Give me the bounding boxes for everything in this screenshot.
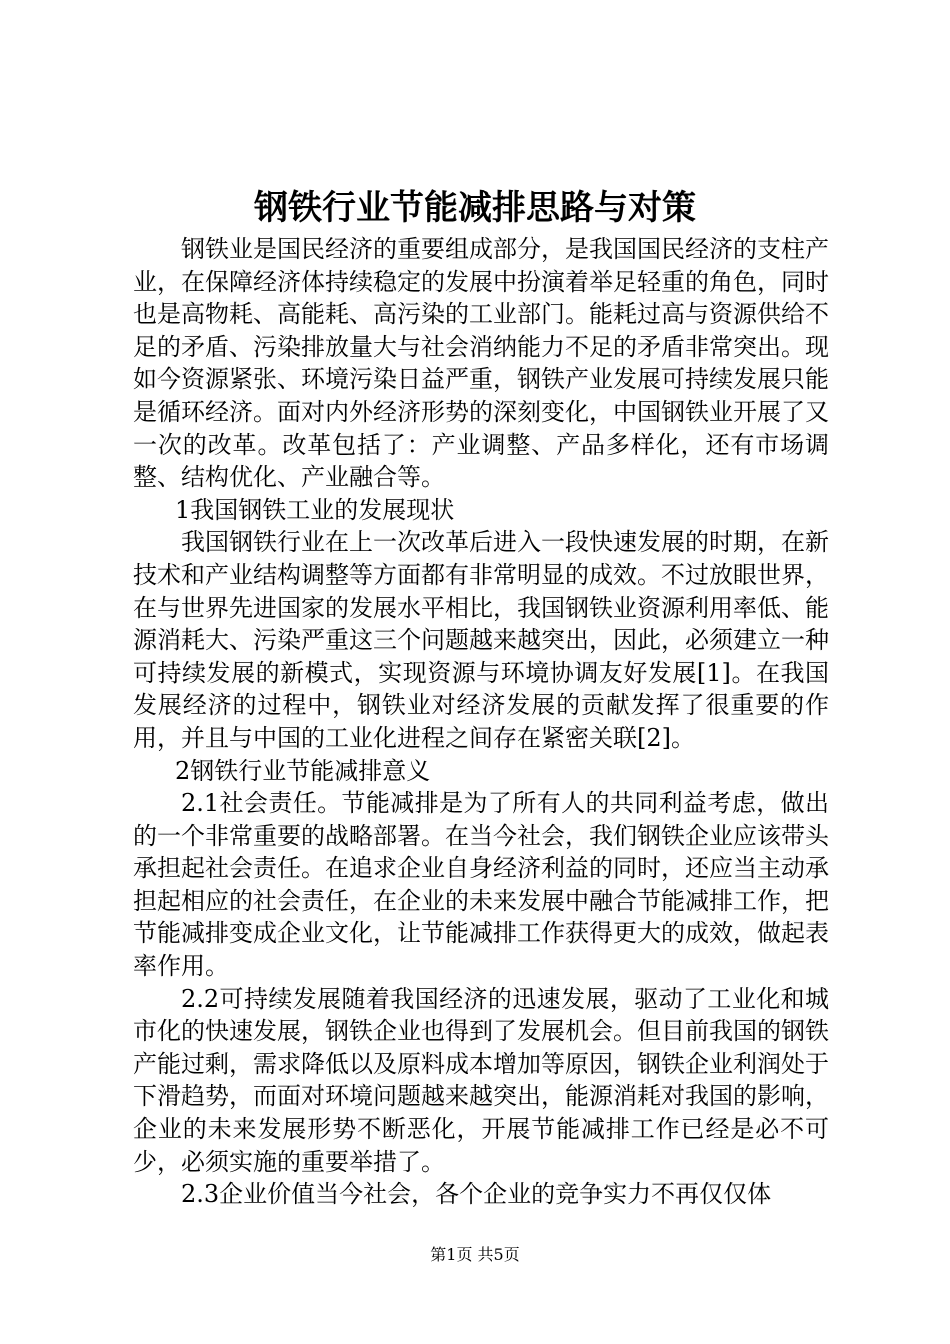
section-heading-1: 1我国钢铁工业的发展现状 bbox=[175, 495, 455, 524]
paragraph-intro: 钢铁业是国民经济的重要组成部分，是我国国民经济的支柱产业，在保障经济体持续稳定的发展中扮演着举足轻重的角色，同时也是高物耗、高能耗、高污染的工业部门。能耗过高与资源供给不足的矛盾、污染排放量大与社会消纳能力不足的矛盾非常突出。现如今资源紧张、环境污染日益严重，钢铁产业发展可持续发展只能是循环经济。面对内外经济形势的深刻变化，中国钢铁业开展了又一次的改革。改革包括了：产业调整、产品多样化，还有市场调整、结构优化、产业融合等。 bbox=[133, 235, 829, 492]
paragraph-2-2: 2.2可持续发展随着我国经济的迅速发展，驱动了工业化和城市化的快速发展，钢铁企业也得到了发展机会。但目前我国的钢铁产能过剩，需求降低以及原料成本增加等原因，钢铁企业利润处于下滑趋势，而面对环境问题越来越突出，能源消耗对我国的影响，企业的未来发展形势不断恶化，开展节能减排工作已经是必不可少，必须实施的重要举措了。 bbox=[133, 984, 829, 1176]
section-heading-2: 2钢铁行业节能减排意义 bbox=[175, 756, 431, 785]
paragraph-section-1: 我国钢铁行业在上一次改革后进入一段快速发展的时期，在新技术和产业结构调整等方面都有非常明显的成效。不过放眼世界，在与世界先进国家的发展水平相比，我国钢铁业资源利用率低、能源消耗大、污染严重这三个问题越来越突出，因此，必须建立一种可持续发展的新模式，实现资源与环境协调友好发展[1]。在我国发展经济的过程中，钢铁业对经济发展的贡献发挥了很重要的作用，并且与中国的工业化进程之间存在紧密关联[2]。 bbox=[133, 528, 829, 752]
document-body bbox=[133, 233, 829, 1211]
paragraph-2-1: 2.1社会责任。节能减排是为了所有人的共同利益考虑，做出的一个非常重要的战略部署。在当今社会，我们钢铁企业应该带头承担起社会责任。在追求企业自身经济利益的同时，还应当主动承担起相应的社会责任，在企业的未来发展中融合节能减排工作，把节能减排变成企业文化，让节能减排工作获得更大的成效，做起表率作用。 bbox=[133, 789, 829, 981]
paragraph-2-3: 2.3企业价值当今社会，各个企业的竞争实力不再仅仅体 bbox=[181, 1180, 772, 1209]
document-title: 钢铁行业节能减排思路与对策 bbox=[254, 188, 696, 228]
page-footer: 第1页 共5页 bbox=[430, 1245, 520, 1264]
